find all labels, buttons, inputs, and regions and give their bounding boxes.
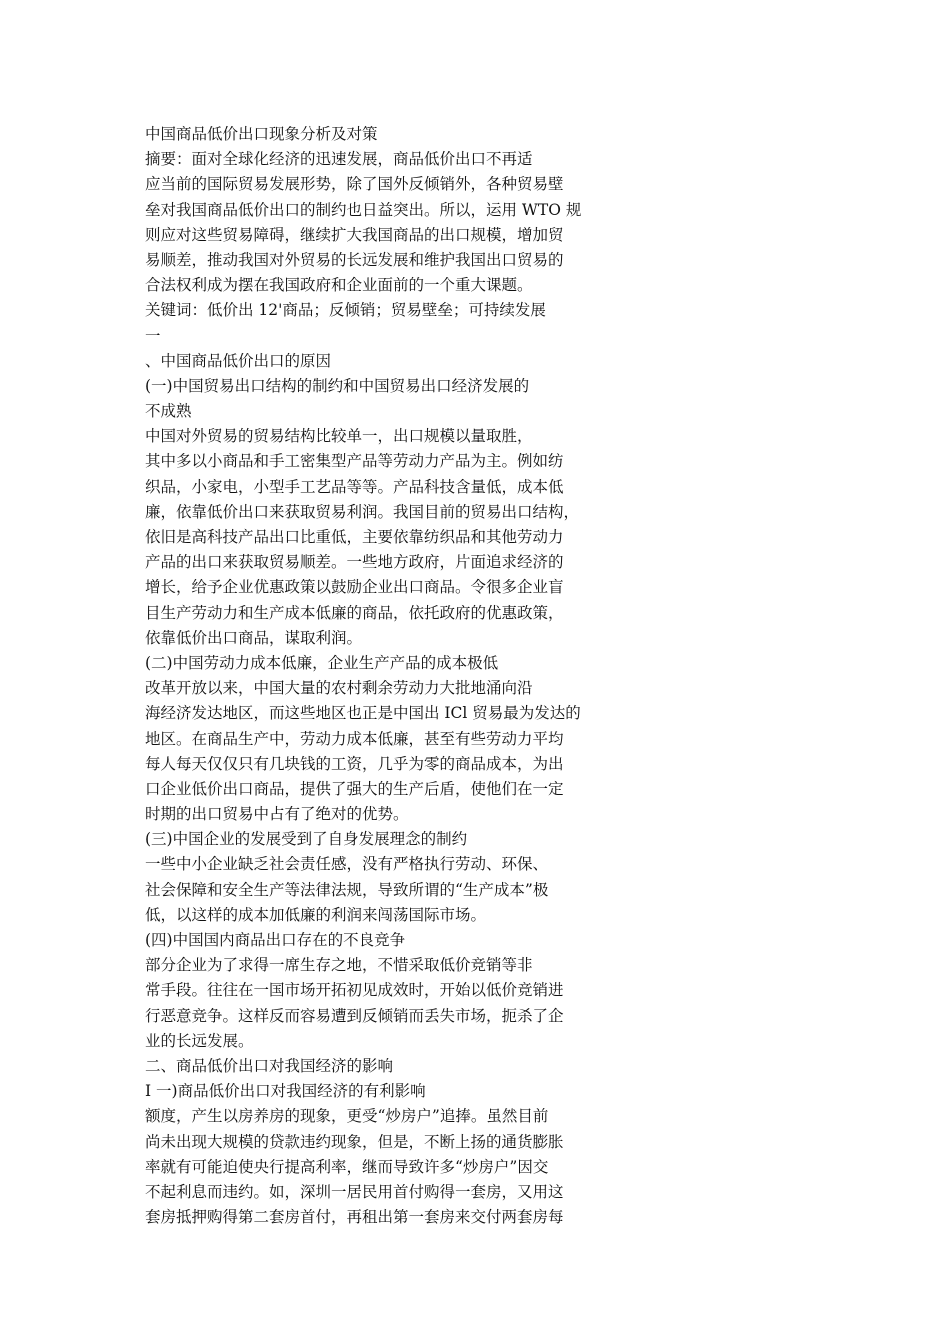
subsection-heading: 不成熟: [145, 402, 192, 421]
body-line: 目生产劳动力和生产成本低廉的商品，依托政府的优惠政策，: [145, 603, 564, 622]
body-line: 地区。在商品生产中，劳动力成本低廉，甚至有些劳动力平均: [145, 729, 564, 748]
document-body: [145, 122, 625, 1230]
subsection-heading: (二)中国劳动力成本低廉，企业生产产品的成本极低: [145, 653, 499, 672]
body-line: 不起利息而违约。如，深圳一居民用首付购得一套房，又用这: [145, 1182, 564, 1201]
body-line: 时期的出口贸易中占有了绝对的优势。: [145, 805, 409, 824]
body-line: 依靠低价出口商品，谋取利润。: [145, 628, 363, 647]
abstract-line: 摘要：面对全球化经济的迅速发展，商品低价出口不再适: [145, 150, 533, 169]
section-number: 一: [145, 326, 161, 345]
body-line: 低，以这样的成本加低廉的利润来闯荡国际市场。: [145, 905, 487, 924]
body-line: 部分企业为了求得一席生存之地，不惜采取低价竞销等非: [145, 956, 533, 975]
body-line: 行恶意竞争。这样反而容易遭到反倾销而丢失市场，扼杀了企: [145, 1006, 564, 1025]
abstract-line: 应当前的国际贸易发展形势，除了国外反倾销外，各种贸易壁: [145, 175, 564, 194]
body-line: 率就有可能迫使央行提高利率，继而导致许多“炒房户”因交: [145, 1157, 549, 1176]
body-line: 改革开放以来，中国大量的农村剩余劳动力大批地涌向沿: [145, 679, 533, 698]
abstract-line: 易顺差，推动我国对外贸易的长远发展和维护我国出口贸易的: [145, 250, 564, 269]
body-line: 社会保障和安全生产等法律法规，导致所谓的“生产成本”极: [145, 880, 549, 899]
body-line: 中国对外贸易的贸易结构比较单一，出口规模以量取胜，: [145, 427, 533, 446]
abstract-line: 则应对这些贸易障碍，继续扩大我国商品的出口规模，增加贸: [145, 225, 564, 244]
body-line: 常手段。往往在一国市场开拓初见成效时，开始以低价竞销进: [145, 981, 564, 1000]
body-line: 海经济发达地区，而这些地区也正是中国出 ICl 贸易最为发达的: [145, 704, 581, 723]
body-line: 织品，小家电，小型手工艺品等等。产品科技含量低，成本低: [145, 477, 564, 496]
abstract-line: 垒对我国商品低价出口的制约也日益突出。所以，运用 WTO 规: [145, 200, 582, 219]
body-line: 额度，产生以房养房的现象，更受“炒房户”追捧。虽然目前: [145, 1107, 549, 1126]
body-line: 一些中小企业缺乏社会责任感，没有严格执行劳动、环保、: [145, 855, 549, 874]
body-line: 每人每天仅仅只有几块钱的工资，几乎为零的商品成本，为出: [145, 754, 564, 773]
section-heading: 二、商品低价出口对我国经济的影响: [145, 1056, 394, 1075]
subsection-heading: (四)中国国内商品出口存在的不良竞争: [145, 931, 406, 949]
body-line: 其中多以小商品和手工密集型产品等劳动力产品为主。例如纺: [145, 452, 564, 471]
body-line: 口企业低价出口商品，提供了强大的生产后盾，使他们在一定: [145, 779, 564, 798]
document-title: 中国商品低价出口现象分析及对策: [145, 125, 378, 143]
body-line: 增长，给予企业优惠政策以鼓励企业出口商品。令很多企业盲: [145, 578, 564, 597]
subsection-heading: (三)中国企业的发展受到了自身发展理念的制约: [145, 830, 468, 849]
body-line: 产品的出口来获取贸易顺差。一些地方政府，片面追求经济的: [145, 553, 564, 572]
subsection-heading: (一)中国贸易出口结构的制约和中国贸易出口经济发展的: [145, 376, 530, 395]
body-line: 依旧是高科技产品出口比重低，主要依靠纺织品和其他劳动力: [145, 528, 564, 546]
body-line: 廉，依靠低价出口来获取贸易利润。我国目前的贸易出口结构，: [145, 502, 580, 521]
body-line: 套房抵押购得第二套房首付，再租出第一套房来交付两套房每: [145, 1208, 564, 1227]
body-line: 尚未出现大规模的贷款违约现象，但是，不断上扬的通货膨胀: [145, 1132, 564, 1151]
subsection-heading: I 一)商品低价出口对我国经济的有利影响: [145, 1082, 426, 1101]
section-heading: 、中国商品低价出口的原因: [145, 351, 332, 370]
abstract-line: 合法权利成为摆在我国政府和企业面前的一个重大课题。: [145, 276, 533, 295]
keywords-line: 关键词：低价出 12'商品；反倾销；贸易壁垒；可持续发展: [145, 301, 546, 320]
body-line: 业的长远发展。: [145, 1031, 254, 1050]
